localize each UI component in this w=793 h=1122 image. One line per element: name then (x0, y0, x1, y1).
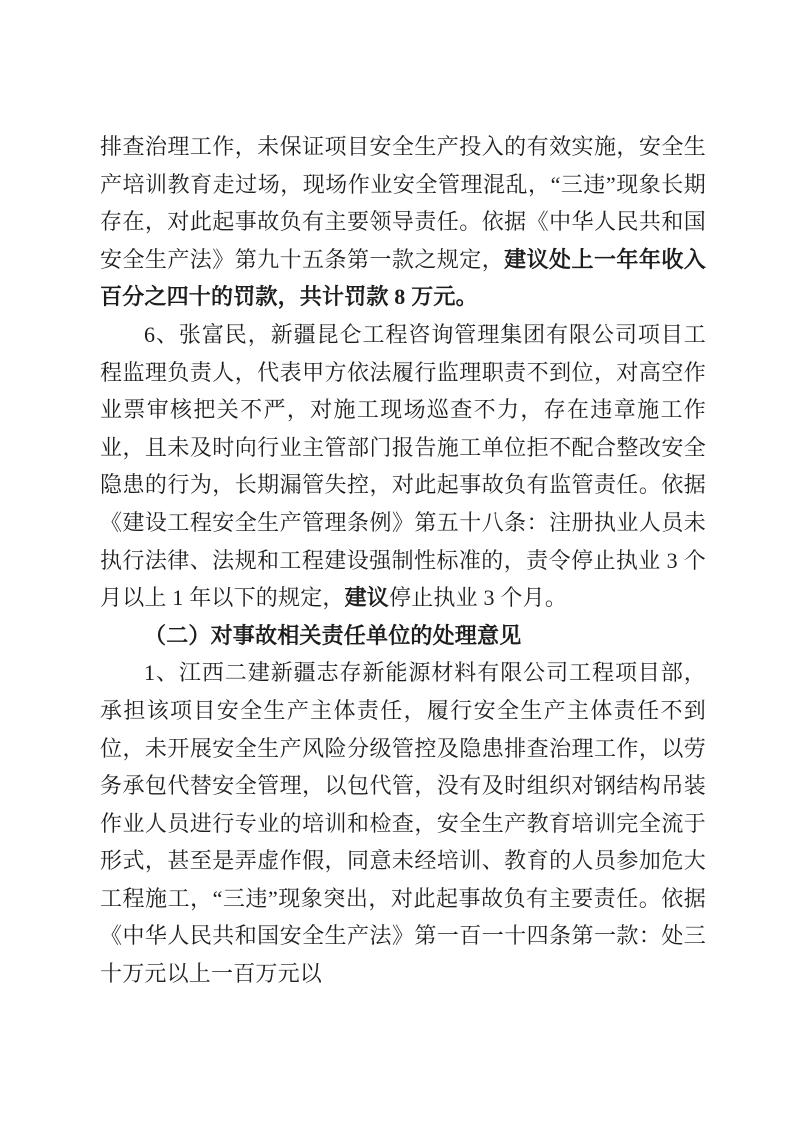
section-heading-text: （二）对事故相关责任单位的处理意见 (144, 622, 522, 648)
document-body (100, 128, 706, 993)
paragraph-continuation-penalty (100, 128, 706, 316)
bold-recommendation-word: 建议 (344, 585, 390, 611)
paragraph-zhangfumin (100, 316, 706, 617)
body-text: 1、江西二建新疆志存新能源材料有限公司工程项目部，承担该项目安全生产主体责任，履行安全生产主体责任不到位，未开展安全生产风险分级管控及隐患排查治理工作，以劳务承包代替安全管理，以包代管，没有及时组织对钢结构吊装作业人员进行专业的培训和检查，安全生产教育培训完全流于形式，甚至是弄虚作假，同意未经培训、教育的人员参加危大工程施工，“三违”现象突出，对此起事故负有主要责任。依据《中华人民共和国安全生产法》第一百一十四条第一款：处三十万元以上一百万元以 (100, 660, 706, 987)
body-text: 6、张富民，新疆昆仑工程咨询管理集团有限公司项目工程监理负责人，代表甲方依法履行监理职责不到位，对高空作业票审核把关不严，对施工现场巡查不力，存在违章施工作业，且未及时向行业主管部门报告施工单位拒不配合整改安全隐患的行为，长期漏管失控，对此起事故负有监管责任。依据《建设工程安全生产管理条例》第五十八条：注册执业人员未执行法律、法规和工程建设强制性标准的，责令停止执业 3 个月以上 1 年以下的规定， (100, 321, 706, 611)
body-text: 停止执业 3 个月。 (389, 585, 568, 611)
section-heading (100, 617, 706, 655)
paragraph-jiangxi-erjian (100, 654, 706, 992)
body-text: 排查治理工作，未保证项目安全生产投入的有效实施，安全生产培训教育走过场，现场作业安全管理混乱，“三违”现象长期存在，对此起事故负有主要领导责任。依据《中华人民共和国安全生产法》第九十五条第一款之规定， (100, 134, 706, 272)
bold-penalty-recommendation-text: 建议处上一年年收入百分之四十的罚款，共计罚款 8 万元。 (100, 246, 706, 310)
